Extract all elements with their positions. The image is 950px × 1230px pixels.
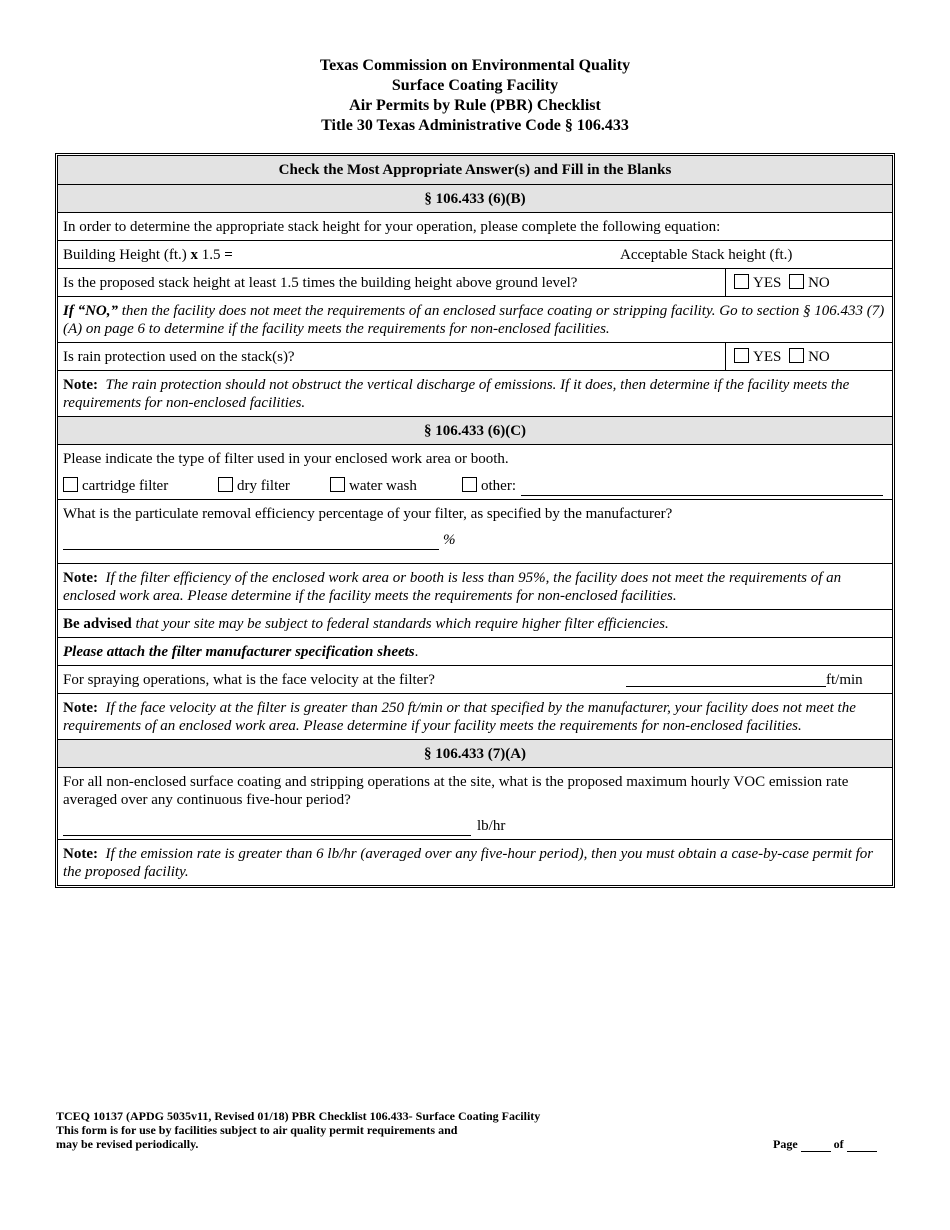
voc-block	[58, 767, 892, 839]
header-agency: Texas Commission on Environmental Quality	[319, 57, 631, 74]
section-7a-heading	[58, 739, 892, 767]
if-no-bold: If “NO,”	[63, 303, 118, 319]
filter-type-options	[63, 477, 887, 497]
percent-sign: %	[443, 532, 456, 548]
stack-height-yes-label: YES	[753, 275, 782, 291]
dry-filter-label: dry filter	[237, 478, 290, 494]
section-6c-heading	[58, 416, 892, 444]
option-dry[interactable]	[218, 477, 290, 495]
cartridge-checkbox[interactable]	[63, 477, 78, 492]
face-velocity-input-line[interactable]	[626, 670, 826, 687]
header-checklist-title: Air Permits by Rule (PBR) Checklist	[349, 97, 601, 114]
section-6c-heading-text: § 106.433 (6)(C)	[423, 423, 527, 439]
stack-height-intro	[58, 212, 892, 240]
rain-protection-row	[58, 342, 892, 370]
form-main-heading	[58, 156, 892, 184]
filter-type-block	[58, 444, 892, 499]
attach-text: Please attach the filter manufacturer specification sheets	[63, 644, 415, 660]
other-label: other:	[481, 478, 516, 494]
other-checkbox[interactable]	[462, 477, 477, 492]
header-facility-type: Surface Coating Facility	[391, 77, 559, 94]
building-height-label: Building Height (ft.)	[63, 247, 191, 263]
filter-efficiency-note	[58, 563, 892, 609]
water-wash-label: water wash	[349, 478, 417, 494]
stack-height-equation	[58, 240, 892, 268]
rain-no-checkbox[interactable]	[789, 348, 804, 363]
equals-sign: =	[224, 247, 233, 263]
acceptable-stack-label: Acceptable Stack height (ft.)	[620, 247, 793, 263]
voc-answer	[63, 817, 887, 837]
filter-type-question: Please indicate the type of filter used in your enclosed work area or booth.	[63, 451, 509, 467]
rain-protection-answer	[726, 343, 892, 370]
ftmin-unit: ft/min	[826, 672, 863, 688]
option-cartridge[interactable]	[63, 477, 168, 495]
stack-height-intro-text: In order to determine the appropriate stack height for your operation, please complete the following equation:	[63, 219, 721, 235]
advised-bold: Be advised	[63, 616, 132, 632]
efficiency-input-line[interactable]	[63, 531, 439, 550]
stack-height-question: Is the proposed stack height at least 1.5 times the building height above ground level?	[58, 269, 726, 296]
rain-note-text: The rain protection should not obstruct the vertical discharge of emissions. If it does, then determine if the facility meets the requirements for non-enclosed facilities.	[63, 377, 850, 411]
filter-note-label: Note:	[63, 570, 98, 586]
efficiency-answer	[63, 531, 887, 553]
section-6b-heading-text: § 106.433 (6)(B)	[424, 191, 526, 207]
form-main-heading-text: Check the Most Appropriate Answer(s) and Fill in the Blanks	[278, 162, 672, 178]
page-total-blank[interactable]	[847, 1139, 877, 1152]
other-input-line[interactable]	[521, 477, 883, 496]
rain-note-label: Note:	[63, 377, 98, 393]
multiplier-sign: x	[190, 247, 198, 263]
rain-protection-question: Is rain protection used on the stack(s)?	[58, 343, 726, 370]
filter-note-text: If the filter efficiency of the enclosed work area or booth is less than 95%, the facility does not meet the requirements of an enclosed work area. Please determine if the facility meets the requirements for non-enclosed facilities.	[63, 570, 842, 604]
stack-height-answer	[726, 269, 892, 296]
form-footer	[56, 1109, 540, 1151]
attach-sheets-row	[58, 637, 892, 665]
cartridge-label: cartridge filter	[82, 478, 169, 494]
multiplier-factor: 1.5	[201, 247, 221, 263]
of-label: of	[833, 1137, 844, 1151]
rain-no-label: NO	[808, 349, 830, 365]
lbhr-unit: lb/hr	[477, 818, 506, 834]
stack-height-no-checkbox[interactable]	[789, 274, 804, 289]
dry-filter-checkbox[interactable]	[218, 477, 233, 492]
efficiency-block	[58, 499, 892, 563]
stack-height-no-label: NO	[808, 275, 830, 291]
face-velocity-note	[58, 693, 892, 739]
option-water[interactable]	[330, 477, 417, 495]
page-number-blank[interactable]	[801, 1139, 831, 1152]
rain-yes-label: YES	[753, 349, 782, 365]
emission-note-label: Note:	[63, 846, 98, 862]
document-header	[0, 56, 950, 136]
section-7a-heading-text: § 106.433 (7)(A)	[423, 746, 527, 762]
advised-text: that your site may be subject to federal standards which require higher filter efficiencies.	[131, 616, 669, 632]
velocity-note-text: If the face velocity at the filter is greater than 250 ft/min or that specified by the manufacturer, your facility does not meet the requirements of an enclosed work area. Please determine if your facility meets the requirements for non-enclosed facilities.	[63, 700, 856, 734]
efficiency-question: What is the particulate removal efficiency percentage of your filter, as specified by the manufacturer?	[63, 506, 673, 522]
option-other[interactable]	[462, 477, 516, 495]
emission-rate-note	[58, 839, 892, 885]
velocity-note-label: Note:	[63, 700, 98, 716]
footer-revision-note: may be revised periodically.	[56, 1137, 199, 1151]
if-no-note	[58, 296, 892, 342]
emission-note-text: If the emission rate is greater than 6 lb/hr (averaged over any five-hour period), then you must obtain a case-by-case permit for the proposed facility.	[63, 846, 874, 880]
section-6b-heading	[58, 184, 892, 212]
face-velocity-row	[58, 665, 892, 693]
voc-question: For all non-enclosed surface coating and stripping operations at the site, what is the proposed maximum hourly VOC emission rate averaged over any continuous five-hour period?	[63, 774, 849, 808]
voc-input-line[interactable]	[63, 817, 471, 836]
page-label: Page	[773, 1137, 798, 1151]
advised-row	[58, 609, 892, 637]
stack-height-question-row	[58, 268, 892, 296]
footer-usage-note: This form is for use by facilities subject to air quality permit requirements and	[56, 1123, 458, 1137]
if-no-text: then the facility does not meet the requirements of an enclosed surface coating or stripping facility. Go to section § 106.433 (7)(A) on page 6 to determine if the facility meets the requirements for non-enclosed facilities.	[63, 303, 885, 337]
page-number	[773, 1137, 877, 1152]
header-code-title: Title 30 Texas Administrative Code § 106.433	[321, 117, 629, 134]
rain-protection-note	[58, 370, 892, 416]
footer-form-id: TCEQ 10137 (APDG 5035v11, Revised 01/18) PBR Checklist 106.433- Surface Coating Facility	[56, 1109, 541, 1123]
attach-period: .	[414, 644, 419, 660]
water-wash-checkbox[interactable]	[330, 477, 345, 492]
face-velocity-question: For spraying operations, what is the face velocity at the filter?	[63, 672, 435, 688]
stack-height-yes-checkbox[interactable]	[734, 274, 749, 289]
rain-yes-checkbox[interactable]	[734, 348, 749, 363]
checklist-form	[55, 153, 895, 888]
